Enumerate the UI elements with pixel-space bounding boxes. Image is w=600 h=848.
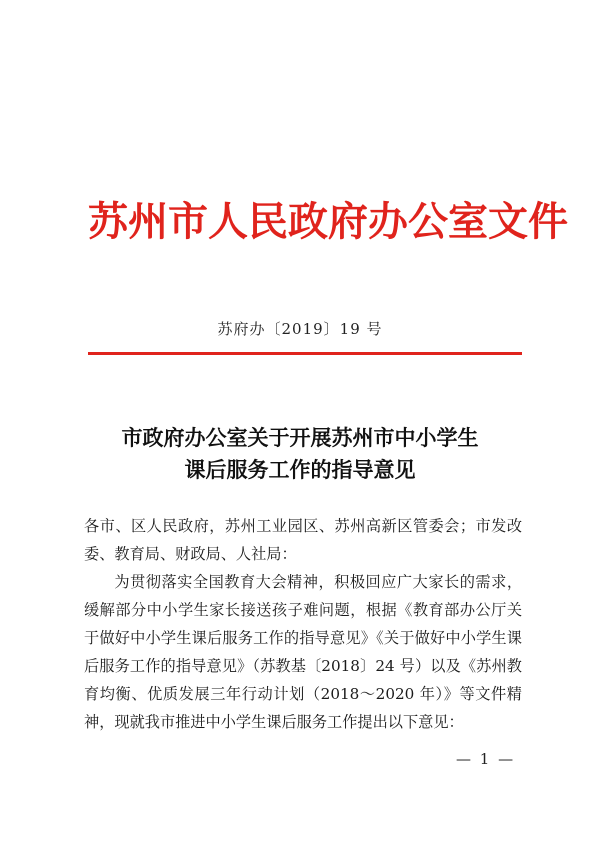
document-title-line2: 课后服务工作的指导意见 xyxy=(184,457,416,482)
document-body xyxy=(84,512,522,736)
red-divider-line xyxy=(88,352,522,355)
page-number: — 1 — xyxy=(456,750,516,768)
recipients-line: 各市、区人民政府，苏州工业园区、苏州高新区管委会；市发改委、教育局、财政局、人社局： xyxy=(84,517,522,563)
document-number: 苏府办〔2019〕19 号 xyxy=(217,320,383,338)
issuer-title: 苏州市人民政府办公室文件 xyxy=(88,198,568,245)
document-title-line1: 市政府办公室关于开展苏州市中小学生 xyxy=(121,425,479,450)
body-paragraph: 为贯彻落实全国教育大会精神，积极回应广大家长的需求，缓解部分中小学生家长接送孩子难问题，根据《教育部办公厅关于做好中小学生课后服务工作的指导意见》《关于做好中小学生课后服务工作的指导意见》（苏教基〔2018〕24 号）以及《苏州教育均衡、优质发展三年行动计划（2018～2020 年）》等文件精神，现就我市推进中小学生课后服务工作提出以下意见： xyxy=(84,573,522,731)
document-title xyxy=(60,422,540,486)
